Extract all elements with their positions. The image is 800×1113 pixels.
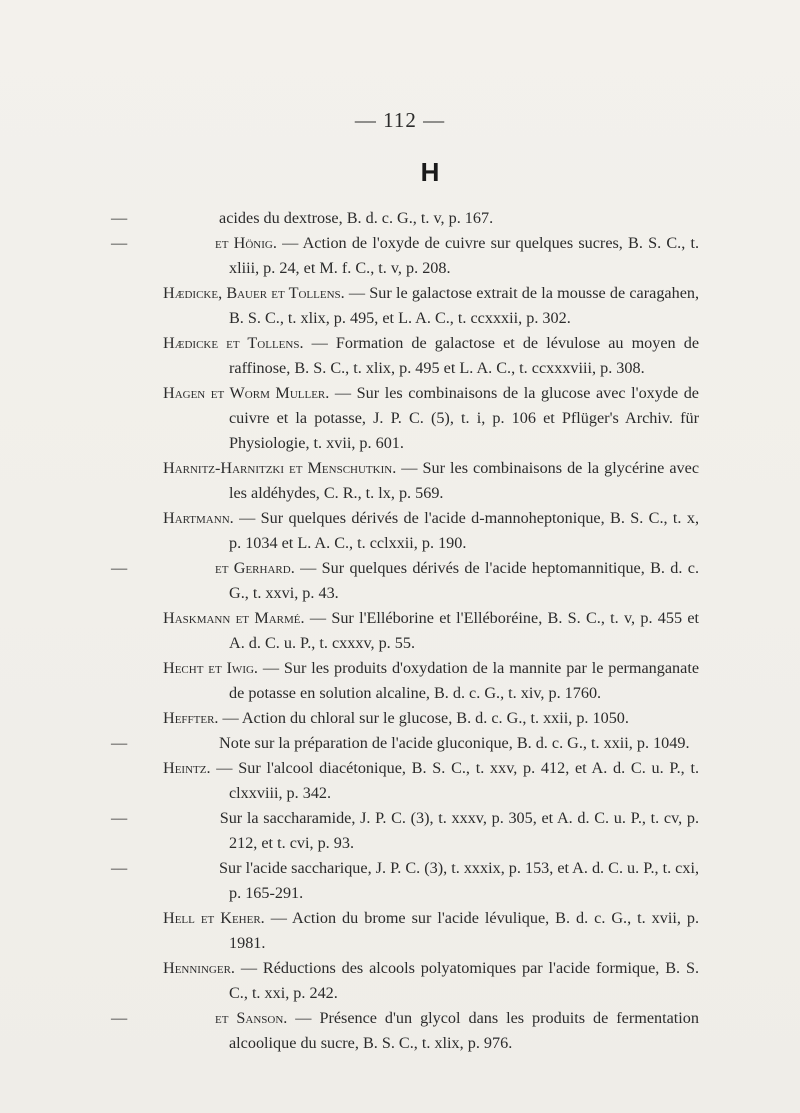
entry-dash: — [111,809,128,827]
entry-text: — Sur les produits d'oxydation de la mannite par le permanganate de potasse en solution alcaline, B. d. c. G., t. xiv, p. 1760. [229,659,700,702]
entry-text: Note sur la préparation de l'acide gluconique, B. d. c. G., t. xxii, p. 1049. [219,734,690,752]
entry-text: — Sur l'Elléborine et l'Elléboréine, B. S. C., t. v, p. 455 et A. d. C. u. P., t. cxxxv, p. 55. [229,609,700,652]
bibliography-list [111,206,700,1056]
entry-text: — Sur quelques dérivés de l'acide heptomannitique, B. d. c. G., t. xxvi, p. 43. [229,559,700,602]
entry-text: — Sur le galactose extrait de la mousse de caragahen, B. S. C., t. xlix, p. 495, et L. A. C., t. ccxxxii, p. 302. [229,284,700,327]
bibliography-entry [163,281,699,331]
entry-author: et Gerhard. [215,559,295,577]
entry-author: Hædicke, Bauer et Tollens. [163,284,345,302]
entry-author: Henninger. [163,959,235,977]
bibliography-entry [163,381,699,456]
entry-dash: — [111,234,128,252]
bibliography-entry [111,206,699,231]
entry-author: Hagen et Worm Muller. [163,384,330,402]
entry-author: Haskmann et Marmé. [163,609,305,627]
entry-author: Hecht et Iwig. [163,659,258,677]
bibliography-entry [163,956,699,1006]
bibliography-entry [163,756,699,806]
entry-author: Hell et Keher. [163,909,265,927]
bibliography-entry [163,331,699,381]
entry-text: — Formation de galactose et de lévulose au moyen de raffinose, B. S. C., t. xlix, p. 495 et L. A. C., t. ccxxxviii, p. 308. [229,334,700,377]
entry-text: acides du dextrose, B. d. c. G., t. v, p. 167. [219,209,494,227]
entry-dash: — [111,734,128,752]
entry-text: — Action du chloral sur le glucose, B. d. c. G., t. xxii, p. 1050. [222,709,629,727]
entry-text: — Sur les combinaisons de la glycérine avec les aldéhydes, C. R., t. lx, p. 569. [229,459,699,502]
entry-dash: — [111,559,128,577]
entry-author: Harnitz-Harnitzki et Menschutkin. [163,459,397,477]
entry-text: — Action du brome sur l'acide lévulique, B. d. c. G., t. xvii, p. 1981. [229,909,700,952]
entry-text: — Réductions des alcools polyatomiques par l'acide formique, B. S. C., t. xxi, p. 242. [229,959,700,1002]
entry-dash: — [111,859,128,877]
section-letter: H [420,157,440,187]
bibliography-entry [111,806,699,856]
bibliography-entry [163,506,699,556]
entry-author: Hædicke et Tollens. [163,334,304,352]
entry-text: — Sur les combinaisons de la glucose avec l'oxyde de cuivre et la potasse, J. P. C. (5), t. i, p. 106 et Pflüger's Archiv. für Physiologie, t. xvii, p. 601. [229,384,699,452]
entry-text: — Sur quelques dérivés de l'acide d-mannoheptonique, B. S. C., t. x, p. 1034 et L. A. C., t. cclxxii, p. 190. [229,509,699,552]
entry-text: Sur la saccharamide, J. P. C. (3), t. xxxv, p. 305, et A. d. C. u. P., t. cv, p. 212, et t. cvi, p. 93. [219,809,699,852]
entry-author: Heffter. [163,709,219,727]
entry-text: — Sur l'alcool diacétonique, B. S. C., t. xxv, p. 412, et A. d. C. u. P., t. clxxviii, p. 342. [216,759,700,802]
bibliography-entry [163,706,699,731]
entry-dash: — [111,209,128,227]
bibliography-entry [111,1006,699,1056]
bibliography-entry [163,656,699,706]
entry-author: Hartmann. [163,509,234,527]
bibliography-entry [163,456,699,506]
bibliography-entry [111,856,699,906]
entry-text: — Présence d'un glycol dans les produits de fermentation alcoolique du sucre, B. S. C., t. xlix, p. 976. [229,1009,699,1052]
entry-text: — Action de l'oxyde de cuivre sur quelques sucres, B. S. C., t. xliii, p. 24, et M. f. C., t. v, p. 208. [229,234,699,277]
entry-author: et Hönig. [215,234,277,252]
entry-author: Heintz. [163,759,211,777]
bibliography-entry [111,231,699,281]
bibliography-entry [163,906,699,956]
page-number: — 112 — [354,108,446,132]
entry-author: et Sanson. [215,1009,288,1027]
bibliography-entry [111,556,700,606]
bibliography-entry [111,731,699,756]
entry-dash: — [111,1009,128,1027]
bibliography-entry [163,606,699,656]
entry-text: Sur l'acide saccharique, J. P. C. (3), t. xxxix, p. 153, et A. d. C. u. P., t. cxi, p. 165-291. [219,859,699,902]
